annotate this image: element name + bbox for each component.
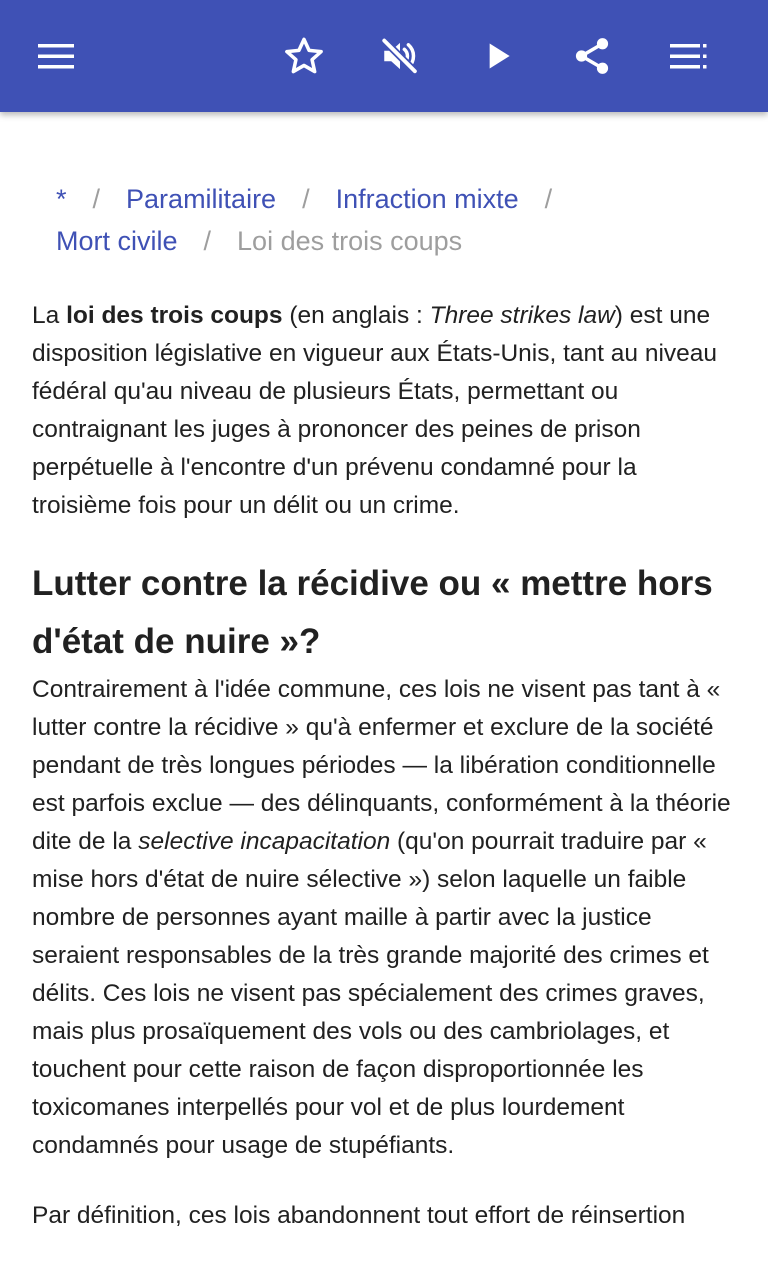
breadcrumb-item-infraction-mixte[interactable]: Infraction mixte (335, 184, 519, 214)
breadcrumb-separator: / (203, 226, 212, 256)
menu-icon (36, 42, 76, 70)
intro-text-1: La (32, 302, 67, 329)
breadcrumb (56, 178, 736, 262)
volume-off-icon (379, 35, 421, 77)
breadcrumb-item-home[interactable]: * (56, 184, 67, 214)
play-icon (478, 36, 518, 76)
breadcrumb-separator: / (92, 184, 101, 214)
play-button[interactable] (470, 28, 526, 84)
section-heading: Lutter contre la récidive ou « mettre hors d'état de nuire »? (32, 564, 713, 661)
section-paragraph (32, 671, 742, 1165)
breadcrumb-item-paramilitaire[interactable]: Paramilitaire (126, 184, 277, 214)
breadcrumb-item-mort-civile[interactable]: Mort civile (56, 226, 178, 256)
star-icon (283, 35, 325, 77)
breadcrumb-separator: / (544, 184, 553, 214)
intro-italic-term: Three strikes law (429, 302, 615, 329)
intro-text-3: ) est une disposition législative en vigueur aux États-Unis, tant au niveau fédéral qu'au niveau de plusieurs États, permettant ou contraignant les juges à prononcer des peines de prison perpétuelle à l'encontre d'un prévenu condamné pour la troisième fois pour un délit ou un crime. (32, 302, 718, 519)
section-text-1: Contrairement à l'idée commune, ces lois ne visent pas tant à « lutter contre la récidive » qu'à enfermer et exclure de la société pendant de très longues périodes — la libération conditionnelle est parfois exclue — des délinquants, conformément à la théorie dite de la (32, 676, 731, 855)
app-bar (0, 0, 768, 112)
article-content (0, 112, 768, 1280)
mute-button[interactable] (372, 28, 428, 84)
intro-text-2: (en anglais : (282, 302, 430, 329)
contents-button[interactable] (660, 28, 716, 84)
breadcrumb-current: Loi des trois coups (237, 226, 463, 256)
article-body (32, 297, 742, 1235)
section-text-2: (qu'on pourrait traduire par « mise hors d'état de nuire sélective ») selon laquelle un faible nombre de personnes ayant maille à partir avec la justice seraient responsables de la très grande majorité des crimes et délits. Ces lois ne visent pas spécialement des crimes graves, mais plus prosaïquement des vols ou des cambriolages, et touchent pour cette raison de façon disproportionnée les toxicomanes interpellés pour vol et de plus lourdement condamnés pour usage de stupéfiants. (32, 828, 709, 1159)
breadcrumb-separator: / (302, 184, 310, 214)
intro-paragraph (32, 297, 742, 525)
playlist-icon (668, 42, 708, 70)
section-italic-term: selective incapacitation (138, 828, 391, 855)
next-paragraph: Par définition, ces lois abandonnent tout effort de réinsertion (32, 1202, 686, 1229)
intro-bold-term: loi des trois coups (66, 302, 283, 329)
menu-button[interactable] (28, 28, 84, 84)
share-button[interactable] (564, 28, 620, 84)
share-icon (571, 35, 613, 77)
favorite-button[interactable] (276, 28, 332, 84)
